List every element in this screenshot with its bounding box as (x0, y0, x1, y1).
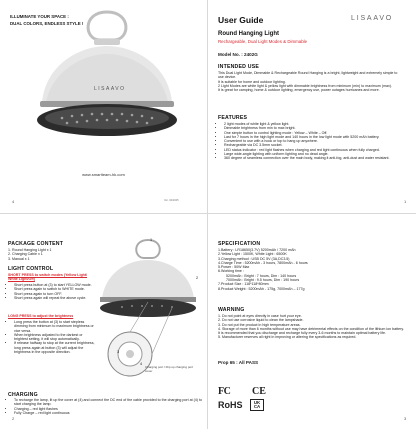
page-number: 2 (12, 416, 15, 421)
spec-heading: SPECIFICATION (218, 241, 261, 247)
feature-item: • Rechargeable via DC 3.5mm socket. (224, 143, 410, 147)
feature-item: • Convenient to use with a hook or top to hang up anywhere. (224, 139, 410, 143)
model-number: Model No. : 2402G (218, 52, 258, 57)
features-list (218, 122, 410, 161)
lamp-diagram (92, 236, 204, 386)
page-4 (0, 0, 207, 213)
spec-list: 1.Battery : LR18650(3.7V) 5200mAh / 7200 mAh 2.Yellow Light : 1500K, White Light : 6500K 3.Charging method : USB DC 5V (3A,DC3.5) 4.Charge Time : 5200mAh - 3 hours, 7800mAh - 6 hours 5.Power : 50W Max 6.Working time : 5200mAh : Bright : 7 hours, Dim : 140 hours 7000mAh : Bright : 9.5 hours, Dim : 190 hours 7.Product Size : 118*118*80mm 8.Product Weight : 5200mAh - 175g, 7000mAh – 177g (218, 248, 308, 291)
feature-item: • Last for 7 hours in the high light mode and 140 hours in the low light mode with 5200 mAh battery. (224, 135, 410, 139)
page-2 (0, 214, 207, 429)
short-press-heading: SHORT PRESS to switch modes (Yellow Light/ White Light/Off) (8, 273, 88, 282)
lamp-diffuser-glow (45, 107, 169, 129)
website: www.smartteam-hk.com (82, 172, 125, 177)
diagram-label-2: 2 (196, 276, 199, 280)
ukca-mark: UK CA (250, 399, 264, 411)
certifications (218, 386, 288, 416)
diagram-label-3: 3 (117, 350, 120, 354)
ce-mark: CE (252, 386, 266, 397)
feature-item: • Large wide-angle lighting with uniform lighting and no dead angle. (224, 152, 410, 156)
package-list: 1. Round Hanging Light x 1 2. Charging Cable x 1 3. Manual x 1 (8, 248, 52, 261)
feature-item: • 2 light modes of white light & yellow light. (224, 122, 410, 126)
diagram-callout: Charging port / Flip up charging port cover (145, 365, 194, 373)
feature-item: • 360 degree of seamless connection over the main body, making it anti-fog, anti-dust and water resistant. (224, 156, 410, 160)
feature-item: • Dimmable brightness from min to max bright. (224, 126, 410, 130)
product-subtitle: Rechargeable, Dual Light Modes & Dimmable (218, 39, 308, 44)
hook-base (94, 39, 120, 45)
page-number: 3 (404, 416, 407, 421)
charging-heading: CHARGING (8, 392, 38, 398)
light-control-heading: LIGHT CONTROL (8, 266, 54, 272)
diagram-label-4: 4 (140, 362, 143, 366)
feature-item: • One simple button to control lighting mode : Yellow – White – Off. (224, 131, 410, 135)
tagline-line-1: ILLUMINATE YOUR SPACE : (10, 14, 69, 19)
charging-list: • To recharge the lamp, lit up the cover at (4) and connect the DC end of the cable provided to the charging port at (4) to start charging the lamp. • Charging – red light flashes • Fully Charge – red light continuous (8, 398, 204, 415)
short-press-list: • Short press button at (3) to start YELLOW mode. • Short press again to switch to WHITE mode. • Short press again to turn OFF. • Short press again will repeat the above cycle. (8, 283, 96, 300)
page-1 (208, 0, 416, 213)
tagline-line-2: DUAL COLORS, ENDLESS STYLE ! (10, 21, 84, 26)
guide-title: User Guide (218, 15, 264, 25)
feature-item: • LED status indicator : red light flashes when charging and red light continuous when fully charged. (224, 148, 410, 152)
intended-text: This Dual Light Mode, Dimmable & Rechargeable Round Hanging is a bright, lightweight and extremely simple to use device. It is suitable for home and outdoor lighting. 2 Light Modes are white light & yellow light with dimmable brightness from minimum (min) to maximum (max). It is great for camping, home & outdoor lighting, emergency use, power outages hurricanes and more. (218, 71, 398, 93)
features-heading: FEATURES (218, 115, 248, 121)
page-number: 4 (12, 199, 15, 204)
page-3 (208, 214, 416, 429)
fcc-mark: FC (218, 386, 231, 397)
package-heading: PACKAGE CONTENT (8, 241, 64, 247)
lamp-logo: LISAAVO (94, 86, 126, 92)
product-name: Round Hanging Light (218, 31, 279, 37)
rohs-mark: RoHS (218, 400, 243, 410)
lamp-illustration (22, 6, 192, 146)
page-number: 1 (404, 199, 407, 204)
warning-list: 1. Do not point at eyes directly in case hurt your eye. 2. Do not use corrosive liquid to clean the lampshade. 3. Do not put the product in high temperature areas. 4. Storage of more than 6 months without use may have detrimental effects on the condition of the lithium ion battery. It is recommended that you discharge and recharge fully every 3-6 months to maintain optimal battery life. 5. Manufacturer reserves all right in improving or altering the specifications as required. (218, 314, 404, 340)
hanging-hook (88, 12, 126, 40)
long-press-heading: LONG PRESS to adjust the brightness (8, 314, 74, 318)
version: Ver. 02/2025 (164, 199, 179, 202)
diagram-label-1: 1 (150, 238, 153, 242)
intended-heading: INTENDED USE (218, 64, 260, 70)
long-press-list: • Long press the button at (3) to start stepless dimming from minimum to maximum brightness or vice versa. • When brightness adjusted to the darkest or brightest setting, it will stop automatically. • If release halfway to stop at the current brightness, long press again at button (3) will adjust the brightness in the opposite direction. (8, 320, 96, 354)
brand-logo: LISAAVO (351, 15, 394, 22)
prop65: Prop 65 : All PASS (218, 360, 259, 365)
warning-heading: WARNING (218, 307, 245, 313)
